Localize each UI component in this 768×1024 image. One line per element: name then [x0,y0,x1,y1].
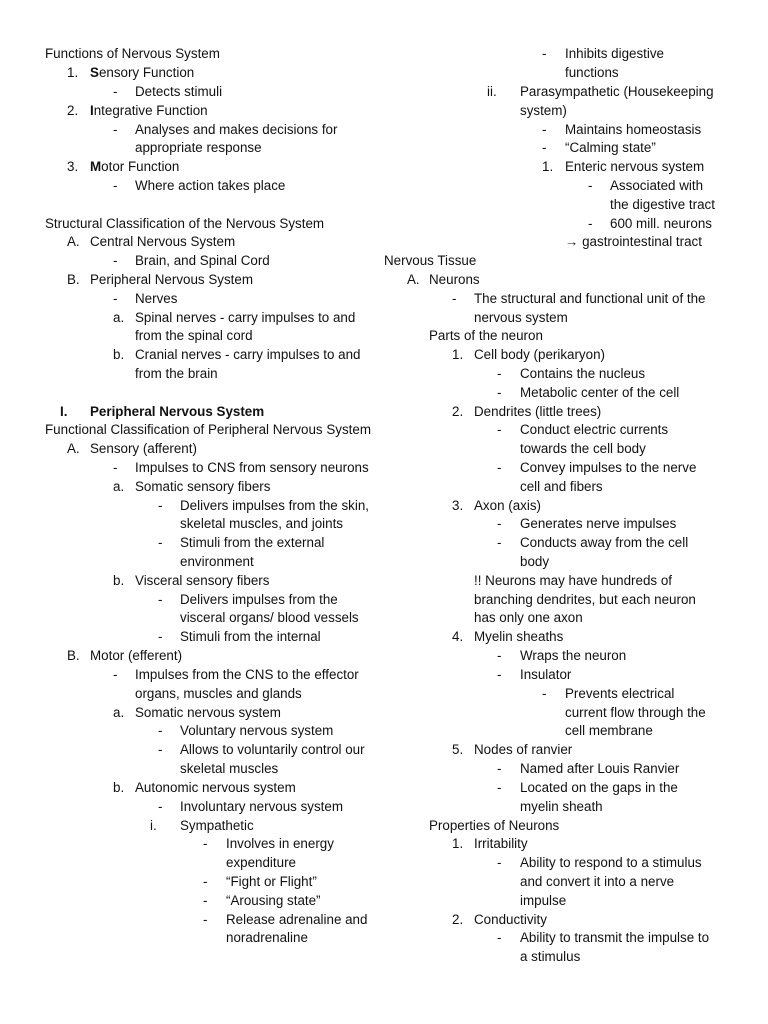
dash-marker: - [497,366,502,381]
section-numeral: I. [60,404,68,419]
list-item: Conduct electric currents [520,422,669,437]
dash-marker: - [113,178,118,193]
dash-marker: - [113,84,118,99]
dash-marker: - [452,291,457,306]
list-item: The structural and functional unit of the [474,291,706,306]
list-marker: b. [113,347,125,362]
dash-marker: - [203,874,208,889]
list-item: Release adrenaline and [226,912,368,927]
somatic-ns-label: Somatic nervous system [135,705,281,720]
axon-note: has only one axon [474,610,583,625]
list-item: skeletal muscles [180,761,279,776]
list-item: Inhibits digestive [565,46,664,61]
dash-marker: - [497,516,502,531]
list-item: Spinal nerves - carry impulses to and [135,310,356,325]
functions-heading: Functions of Nervous System [45,46,220,61]
cell-body-label: Cell body (perikaryon) [474,347,605,362]
list-item: Generates nerve impulses [520,516,677,531]
dash-marker: - [158,629,163,644]
structural-heading: Structural Classification of the Nervous System [45,216,325,231]
list-item: 600 mill. neurons [610,216,712,231]
list-item: from the brain [135,366,218,381]
visceral-sensory-label: Visceral sensory fibers [135,573,270,588]
list-item: functions [565,65,619,80]
pns-label: Peripheral Nervous System [90,272,253,287]
list-item: Detects stimuli [135,84,223,99]
dash-marker: - [497,930,502,945]
list-item: and convert it into a nerve [520,874,675,889]
parasympathetic-label-cont: system) [520,103,567,118]
list-item: the digestive tract [610,197,715,212]
list-marker: 2. [452,912,464,927]
list-item: impulse [520,893,567,908]
sensory-afferent-label: Sensory (afferent) [90,441,197,456]
list-item: Wraps the neuron [520,648,627,663]
list-item: visceral organs/ blood vessels [180,610,359,625]
list-item: Associated with [610,178,704,193]
list-item: Convey impulses to the nerve [520,460,697,475]
list-marker: a. [113,310,125,325]
list-marker: 2. [67,103,79,118]
motor-rest: otor Function [101,159,180,174]
dendrites-label: Dendrites (little trees) [474,404,602,419]
list-item: Prevents electrical [565,686,675,701]
functional-classification-heading: Functional Classification of Peripheral Nervous System [45,422,371,437]
sensory-initial: S [90,65,99,80]
list-marker: 1. [542,159,554,174]
pns-section-heading: Peripheral Nervous System [90,404,265,419]
irritability-label: Irritability [474,836,528,851]
dash-marker: - [113,122,118,137]
nodes-label: Nodes of ranvier [474,742,573,757]
list-marker: b. [113,780,125,795]
list-item: Impulses from the CNS to the effector [135,667,359,682]
list-item: myelin sheath [520,799,603,814]
list-item: Delivers impulses from the [180,592,338,607]
list-item: current flow through the [565,705,706,720]
dash-marker: - [497,422,502,437]
nervous-tissue-heading: Nervous Tissue [384,253,477,268]
cns-label: Central Nervous System [90,234,236,249]
dash-marker: - [497,385,502,400]
parts-heading: Parts of the neuron [429,328,543,343]
list-item: Where action takes place [135,178,286,193]
axon-note: !! Neurons may have hundreds of [474,573,672,588]
list-item: Ability to respond to a stimulus [520,855,702,870]
dash-marker: - [158,592,163,607]
dash-marker: - [203,893,208,908]
list-item: Cranial nerves - carry impulses to and [135,347,361,362]
sympathetic-label: Sympathetic [180,818,254,833]
axon-label: Axon (axis) [474,498,541,513]
gi-tract-note: → gastrointestinal tract [565,234,702,249]
dash-marker: - [158,742,163,757]
dash-marker: - [542,140,547,155]
list-item: “Calming state” [565,140,656,155]
list-marker: 3. [452,498,464,513]
conductivity-label: Conductivity [474,912,547,927]
list-marker: ii. [487,84,497,99]
dash-marker: - [203,912,208,927]
dash-marker: - [588,178,593,193]
list-item: cell and fibers [520,479,603,494]
list-marker: B. [67,648,80,663]
list-item: Conducts away from the cell [520,535,689,550]
list-item: expenditure [226,855,296,870]
list-item: a stimulus [520,949,581,964]
dash-marker: - [158,723,163,738]
motor-efferent-label: Motor (efferent) [90,648,183,663]
list-item: Maintains homeostasis [565,122,702,137]
dash-marker: - [542,122,547,137]
list-item: Insulator [520,667,572,682]
integrative-initial: I [90,103,94,118]
dash-marker: - [497,780,502,795]
dash-marker: - [497,460,502,475]
list-item: noradrenaline [226,930,308,945]
list-item: Stimuli from the internal [180,629,321,644]
properties-heading: Properties of Neurons [429,818,560,833]
list-item: Involves in energy [226,836,334,851]
list-item: Involuntary nervous system [180,799,343,814]
dash-marker: - [497,535,502,550]
list-item: from the spinal cord [135,328,253,343]
dash-marker: - [497,761,502,776]
parasympathetic-label: Parasympathetic (Housekeeping [520,84,714,99]
list-item: appropriate response [135,140,262,155]
list-item: nervous system [474,310,568,325]
dash-marker: - [497,648,502,663]
list-item: towards the cell body [520,441,646,456]
list-marker: B. [67,272,80,287]
list-marker: a. [113,705,125,720]
list-item: skeletal muscles, and joints [180,516,343,531]
dash-marker: - [542,686,547,701]
list-item: “Fight or Flight” [226,874,317,889]
list-marker: 1. [452,836,464,851]
dash-marker: - [203,836,208,851]
list-item: Delivers impulses from the skin, [180,498,370,513]
list-item: “Arousing state” [226,893,321,908]
list-item: Named after Louis Ranvier [520,761,680,776]
motor-initial: M [90,159,102,174]
dash-marker: - [497,855,502,870]
list-item: Allows to voluntarily control our [180,742,365,757]
autonomic-label: Autonomic nervous system [135,780,296,795]
dash-marker: - [113,291,118,306]
list-marker: A. [407,272,420,287]
axon-note: branching dendrites, but each neuron [474,592,696,607]
integrative-rest: ntegrative Function [93,103,208,118]
list-item: Brain, and Spinal Cord [135,253,270,268]
list-marker: A. [67,441,80,456]
dash-marker: - [113,460,118,475]
myelin-label: Myelin sheaths [474,629,564,644]
list-item: cell membrane [565,723,653,738]
list-item: Stimuli from the external [180,535,325,550]
list-marker: 5. [452,742,464,757]
motor-function-label [90,158,179,177]
dash-marker: - [113,253,118,268]
list-item: Metabolic center of the cell [520,385,680,400]
list-marker: 3. [67,159,79,174]
list-item: Contains the nucleus [520,366,646,381]
somatic-sensory-label: Somatic sensory fibers [135,479,271,494]
sensory-rest: ensory Function [98,65,195,80]
list-item: Nerves [135,291,178,306]
dash-marker: - [158,799,163,814]
list-item: environment [180,554,254,569]
list-item: Located on the gaps in the [520,780,678,795]
list-marker: i. [150,818,157,833]
list-item: Impulses to CNS from sensory neurons [135,460,369,475]
list-marker: 2. [452,404,464,419]
list-marker: 1. [452,347,464,362]
enteric-label: Enteric nervous system [565,159,705,174]
dash-marker: - [588,216,593,231]
list-item: Ability to transmit the impulse to [520,930,710,945]
list-marker: 4. [452,629,464,644]
list-marker: A. [67,234,80,249]
sensory-function-label [90,64,194,83]
neurons-label: Neurons [429,272,480,287]
list-marker: a. [113,479,125,494]
integrative-function-label [90,102,208,121]
list-item: organs, muscles and glands [135,686,302,701]
dash-marker: - [542,46,547,61]
dash-marker: - [158,535,163,550]
list-marker: b. [113,573,125,588]
list-item: body [520,554,550,569]
list-marker: 1. [67,65,79,80]
dash-marker: - [497,667,502,682]
list-item: Voluntary nervous system [180,723,334,738]
dash-marker: - [113,667,118,682]
list-item: Analyses and makes decisions for [135,122,338,137]
dash-marker: - [158,498,163,513]
